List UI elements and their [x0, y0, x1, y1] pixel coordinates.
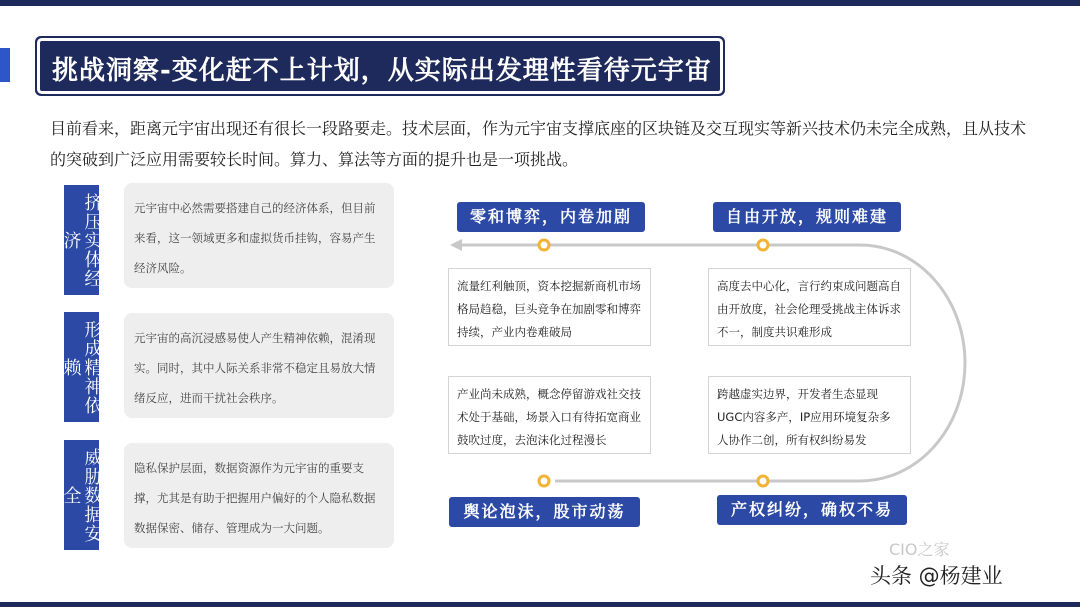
flow-dot-tr [758, 240, 768, 250]
watermark-cio: CIO之家 [889, 540, 950, 559]
watermark-author: 头条 @杨建业 [870, 564, 1003, 588]
card-zero-sum: 流量红利触顶，资本挖掘新商机市场格局趋稳，巨头竞争在加剧零和博弈持续，产业内卷难破局 [448, 268, 651, 346]
side-text-economy: 元宇宙中必然需要搭建自己的经济体系，但目前来看，这一领域更多和虚拟货币挂钩，容易产生经济风险。 [124, 183, 394, 288]
side-text-dependence: 元宇宙的高沉浸感易使人产生精神依赖，混淆现实。同时，其中人际关系非常不稳定且易放大情绪反应，进而干扰社会秩序。 [124, 313, 394, 418]
left-accent [0, 48, 10, 82]
card-freedom: 高度去中心化，言行约束成问题高自由开放度，社会伦理受挑战主体诉求不一，制度共识难形成 [708, 268, 911, 346]
tag-zero-sum: 零和博弈，内卷加剧 [457, 202, 645, 232]
tag-property: 产权纠纷，确权不易 [717, 495, 907, 525]
title-banner [40, 41, 720, 91]
flow-arrowhead [450, 239, 462, 251]
side-label-dependence: 形成精神依赖 [64, 312, 99, 422]
flow-dot-tl [539, 240, 549, 250]
card-property: 跨越虚实边界，开发者生态显现UGC内容多产，IP应用环境复杂多人协作二创，所有权纠纷易发 [708, 376, 911, 454]
side-label-economy: 挤压实体经济 [64, 185, 99, 295]
side-text-data-security: 隐私保护层面，数据资源作为元宇宙的重要支撑，尤其是有助于把握用户偏好的个人隐私数据数据保密、储存、管理成为一大问题。 [124, 443, 394, 548]
flow-dot-bl [539, 476, 549, 486]
tag-bubble: 舆论泡沫，股市动荡 [449, 497, 640, 527]
page-title: 挑战洞察-变化赶不上计划，从实际出发理性看待元宇宙 [52, 56, 712, 86]
tag-freedom: 自由开放，规则难建 [713, 202, 901, 232]
intro-paragraph: 目前看来，距离元宇宙出现还有很长一段路要走。技术层面，作为元宇宙支撑底座的区块链及交互现实等新兴技术仍未完全成熟，且从技术的突破到广泛应用需要较长时间。算力、算法等方面的提升也是一项挑战。 [50, 119, 1027, 169]
flow-dot-br [758, 476, 768, 486]
bottom-bar [0, 602, 1080, 607]
flow-track [440, 200, 980, 520]
side-label-data-security: 威胁数据安全 [64, 440, 99, 550]
card-bubble: 产业尚未成熟，概念停留游戏社交技术处于基础，场景入口有待拓宽商业鼓吹过度，去泡沫化过程漫长 [448, 376, 651, 454]
top-bar [0, 0, 1080, 6]
